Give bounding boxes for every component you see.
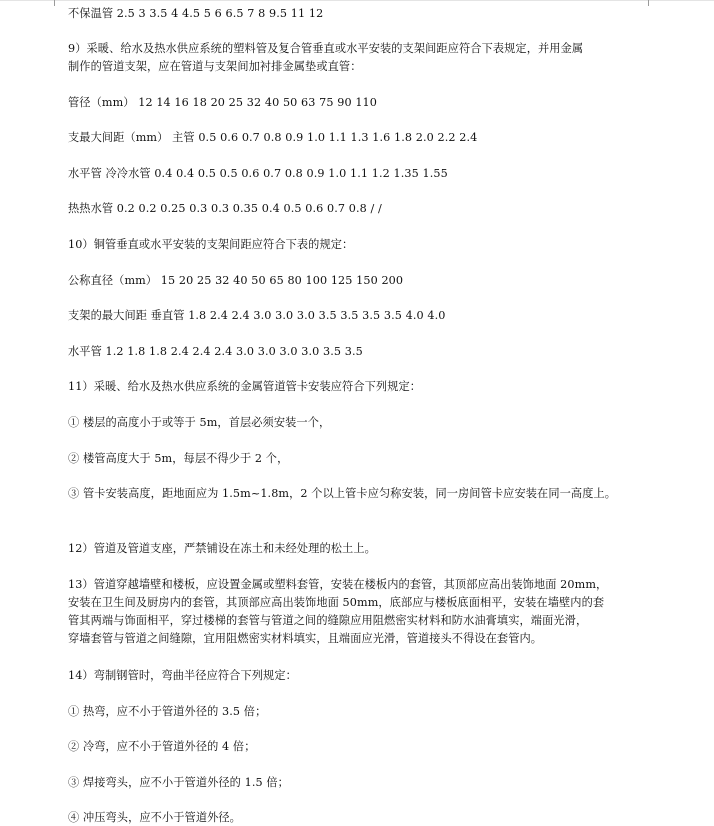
text-line-item-11-3: ③ 管卡安装高度，距地面应为 1.5m~1.8m，2 个以上管卡应匀称安装，同一房间管卡应安装在同一高度上。 xyxy=(68,487,617,500)
text-line-item-14-3: ③ 焊接弯头，应不小于管道外径的 1.5 倍； xyxy=(68,776,289,789)
text-line-item-11-2: ② 楼管高度大于 5m，每层不得少于 2 个， xyxy=(68,452,289,465)
text-line-item-9: 9）采暖、给水及热水供应系统的塑料管及复合管垂直或水平安装的支架间距应符合下表规定，并用金属 xyxy=(68,42,584,55)
text-line-item-13-cont-1: 安装在卫生间及厨房内的套管，其顶部应高出装饰地面 50mm，底部应与楼板底面相平，安装在墙壁内的套 xyxy=(68,596,605,609)
text-line-hot-water: 热热水管 0.2 0.2 0.25 0.3 0.3 0.35 0.4 0.5 0.6 0.7 0.8 / / xyxy=(68,202,382,215)
text-line-item-14: 14）弯制钢管时，弯曲半径应符合下列规定： xyxy=(68,669,297,682)
page-top-edge xyxy=(0,0,714,1)
text-line-vertical-spacing: 支架的最大间距 垂直管 1.8 2.4 2.4 3.0 3.0 3.0 3.5 3.5 3.5 3.5 4.0 4.0 xyxy=(68,309,446,322)
text-line-horizontal-spacing: 水平管 1.2 1.8 1.8 2.4 2.4 2.4 3.0 3.0 3.0 3.0 3.5 3.5 xyxy=(68,345,363,358)
text-line-item-13-cont-2: 管其两端与饰面相平，穿过楼梯的套管与管道之间的缝隙应用阻燃密实材料和防水油膏填实，端面光滑， xyxy=(68,614,588,627)
text-line-max-spacing-main: 支最大间距（mm） 主管 0.5 0.6 0.7 0.8 0.9 1.0 1.1 1.3 1.6 1.8 2.0 2.2 2.4 xyxy=(68,131,478,144)
text-line-pipe-diameter: 管径（mm） 12 14 16 18 20 25 32 40 50 63 75 90 110 xyxy=(68,96,377,109)
text-line-item-10: 10）铜管垂直或水平安装的支架间距应符合下表的规定： xyxy=(68,238,354,251)
text-line-item-12: 12）管道及管道支座，严禁铺设在冻土和未经处理的松土上。 xyxy=(68,542,376,555)
text-line-item-11-1: ① 楼层的高度小于或等于 5m，首层必须安装一个， xyxy=(68,416,331,429)
page-corner-mark-left xyxy=(54,0,55,6)
text-line-item-11: 11）采暖、给水及热水供应系统的金属管道管卡安装应符合下列规定： xyxy=(68,380,422,393)
text-line-nominal-diameter: 公称直径（mm） 15 20 25 32 40 50 65 80 100 125 150 200 xyxy=(68,274,404,287)
text-line-item-9-cont: 制作的管道支架，应在管道与支架间加衬排金属垫或直管： xyxy=(68,60,362,73)
text-line-item-14-2: ② 冷弯，应不小于管道外径的 4 倍； xyxy=(68,740,256,753)
text-line-uninsulated-pipe: 不保温管 2.5 3 3.5 4 4.5 5 6 6.5 7 8 9.5 11 12 xyxy=(68,7,324,20)
text-line-item-14-4: ④ 冲压弯头，应不小于管道外径。 xyxy=(68,811,241,824)
text-line-horizontal-cold: 水平管 冷冷水管 0.4 0.4 0.5 0.5 0.6 0.7 0.8 0.9 1.0 1.1 1.2 1.35 1.55 xyxy=(68,167,448,180)
text-line-item-14-1: ① 热弯，应不小于管道外径的 3.5 倍； xyxy=(68,705,267,718)
text-line-item-13: 13）管道穿越墙壁和楼板，应设置金属或塑料套管，安装在楼板内的套管，其顶部应高出装饰地面 20mm， xyxy=(68,578,608,591)
text-line-item-13-cont-3: 穿墙套管与管道之间缝隙，宜用阻燃密实材料填实，且端面应光滑，管道接头不得设在套管内。 xyxy=(68,632,543,645)
